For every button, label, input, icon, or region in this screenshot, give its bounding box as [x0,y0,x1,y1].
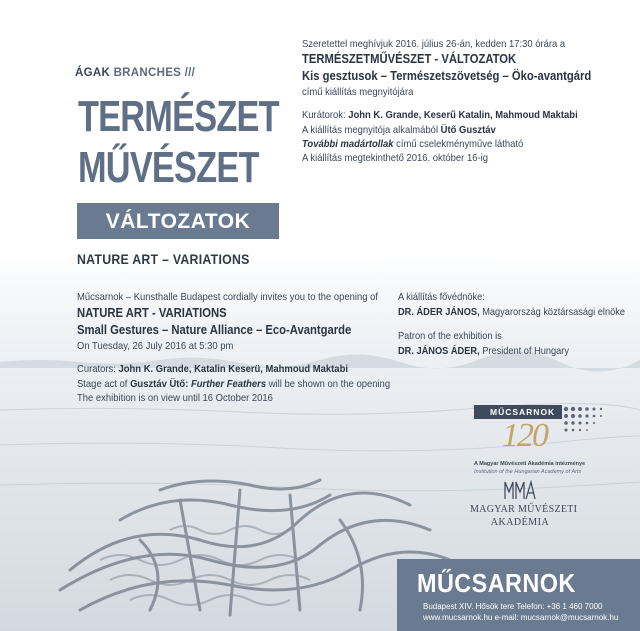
series-hu: ÁGAK [75,67,111,79]
mma-name-line-1: MAGYAR MŰVÉSZETI [470,504,578,515]
en-stage-work: Further Feathers [190,377,267,390]
series-label [75,67,195,79]
hu-curators-label: Kurátorok: [302,109,346,122]
en-view-until: The exhibition is on view until 16 October 2016 [77,392,273,405]
mma-mark-icon [504,480,536,500]
en-curators [77,362,365,377]
hu-title: TERMÉSZETMŰVÉSZET - VÁLTOZATOK [302,52,517,67]
hu-view-until: A kiállítás megtekinthető 2016. október 16-ig [302,152,488,165]
patron-hu-role: Magyarország köztársasági elnöke [482,306,625,318]
series-en: BRANCHES /// [113,67,196,79]
logo-subtitle-hu: A Magyar Művészeti Akadémia intézménye [474,461,586,467]
variations-banner [77,203,279,239]
footer-contact: www.mucsarnok.hu e-mail: mucsarnok@mucsarnok.hu [423,613,619,622]
patron-hu-label: A kiállítás fővédnöke: [398,291,485,303]
en-subtitle: Small Gestures – Nature Alliance – Eco-Avantgarde [77,322,352,337]
hu-stage-post: című cselekményműve látható [396,137,524,150]
patron-hu [398,305,625,320]
en-stage-post: will be shown on the opening [268,377,391,390]
hu-curators-names: John K. Grande, Keserű Katalin, Mahmoud Maktabi [348,109,578,122]
hu-stage-artist: Ütő Gusztáv [440,123,496,136]
hu-subtitle: Kis gesztusok – Természetszövetség – Öko-avantgárd [302,69,592,84]
hu-stage-act [302,123,599,137]
title-line-2: MŰVÉSZET [78,143,259,192]
hu-stage-work: További madártollak [302,137,394,150]
title-line-1: TERMÉSZET [78,92,279,141]
hungarian-invitation [302,37,632,165]
en-stage-act [77,377,391,392]
mucsarnok-120-logo [474,405,606,487]
hu-stage-pre: A kiállítás megnyitója alkalmából [302,123,439,136]
patron-en-name: DR. JÁNOS ÁDER, [398,345,480,357]
en-title: NATURE ART - VARIATIONS [77,305,227,320]
en-stage-artist: Gusztáv Ütő: [130,377,189,390]
hu-opening: című kiállítás megnyitójára [302,86,414,99]
en-stage-pre: Stage act of [77,377,128,390]
logo-subtitle-en: Institution of the Hungarian Academy of Arts [474,469,582,475]
en-curators-label: Curators: [77,363,116,376]
variations-text: VÁLTOZATOK [105,210,251,233]
footer-banner [397,559,640,631]
en-date: On Tuesday, 26 July 2016 at 5:30 pm [77,339,234,352]
mma-name-line-2: AKADÉMIA [490,517,550,528]
en-invite: Műcsarnok – Kunsthalle Budapest cordially invites you to the opening of [77,291,379,303]
hu-stage-work-line [302,137,599,151]
patron-hu-name: DR. ÁDER JÁNOS, [398,306,480,318]
hu-curators [302,108,599,122]
hu-invite: Szeretettel meghívjuk 2016. július 26-án, kedden 17:30 órára a [302,38,566,50]
en-curators-names: John K. Grande, Katalin Keserü, Mahmoud Maktabi [118,363,348,376]
dot-pattern-icon [562,405,606,437]
footer-title: MŰCSARNOK [417,568,576,598]
english-title: NATURE ART – VARIATIONS [77,251,250,267]
patron-en [398,344,609,359]
patron-en-role: President of Hungary [482,345,570,357]
patron-block [398,290,638,359]
footer-address: Budapest XIV. Hősök tere Telefon: +36 1 460 7000 [423,602,603,611]
anniversary-number: 120 [502,417,547,454]
english-invitation [77,290,397,406]
mma-logo [470,478,578,540]
patron-en-label: Patron of the exhibition is [398,330,502,342]
logo-bar-text: MŰCSARNOK [490,407,556,417]
